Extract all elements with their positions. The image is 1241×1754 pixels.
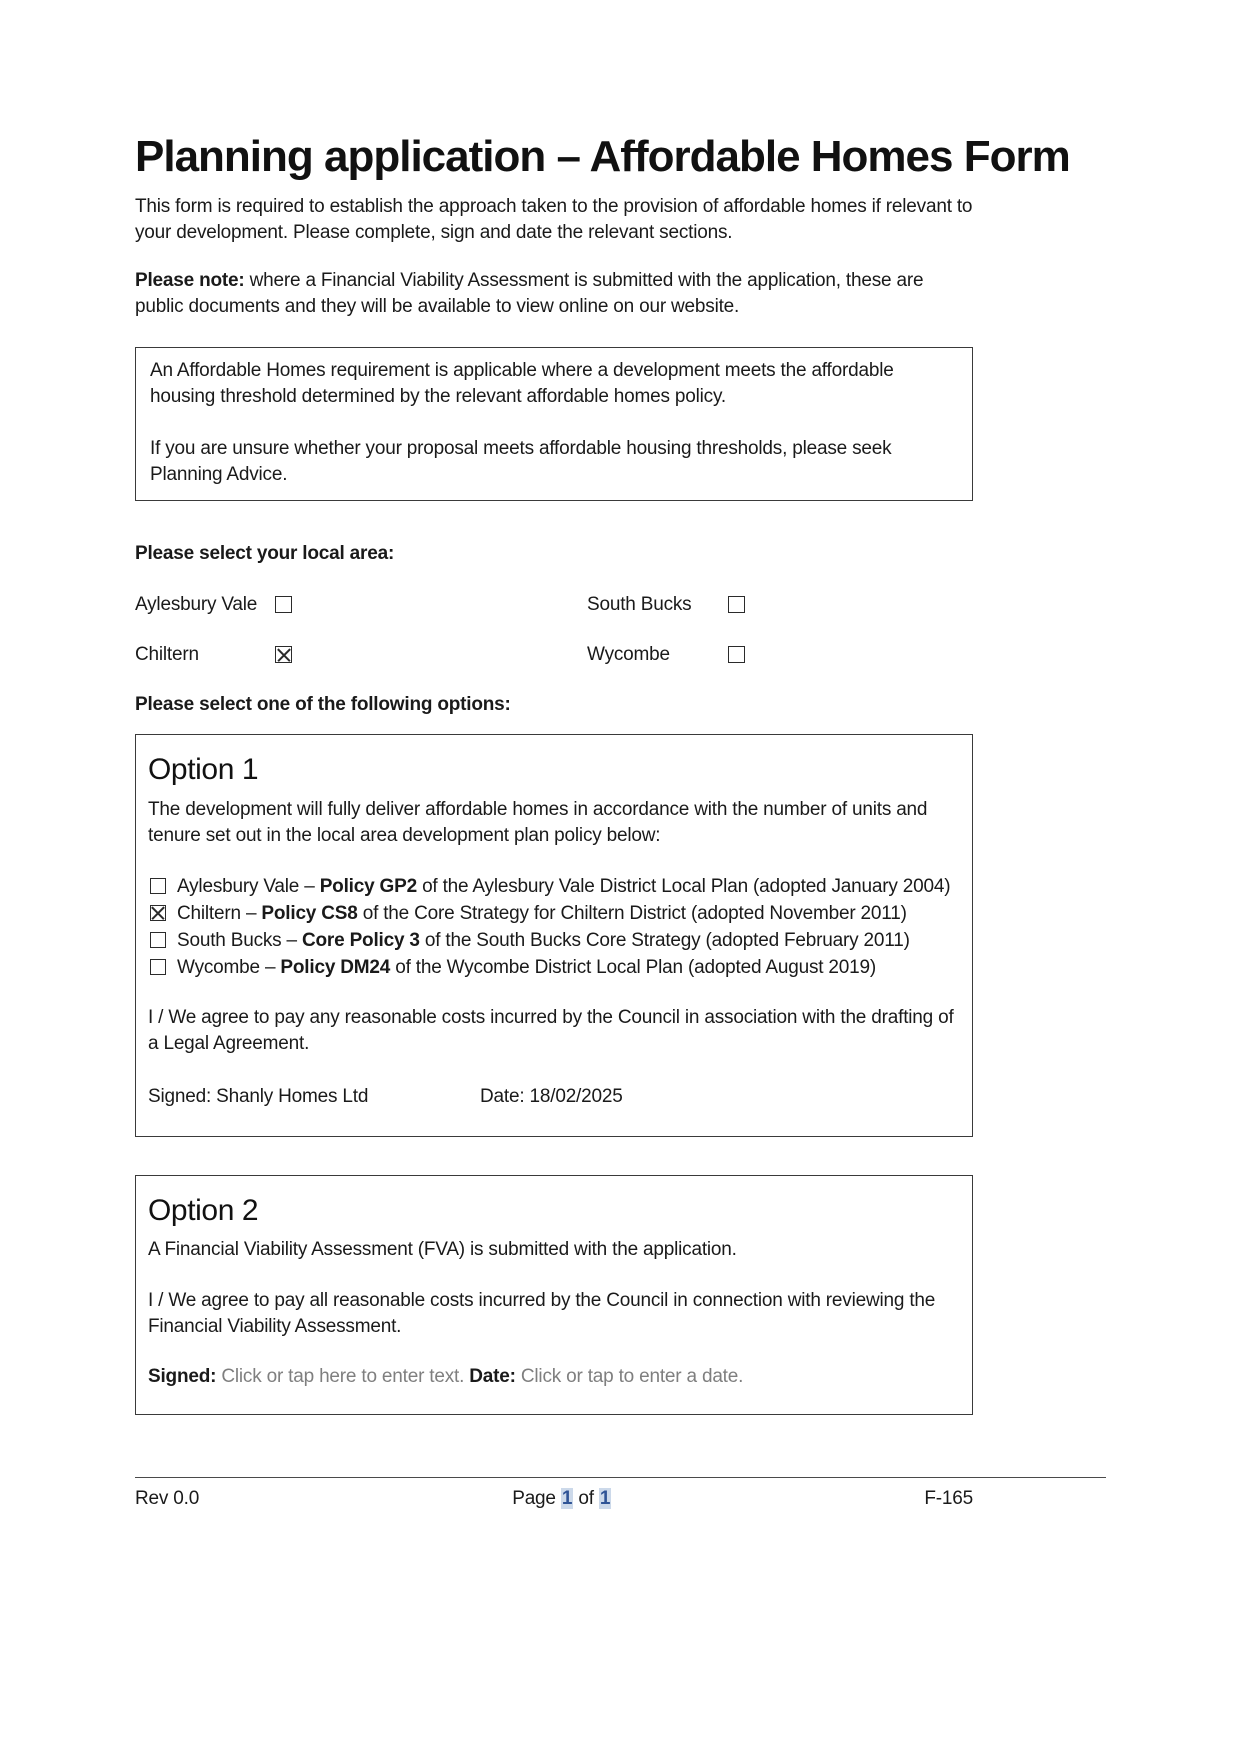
footer-form-code: F-165 [924,1488,973,1509]
policy-name: Core Policy 3 [302,930,420,952]
area-label-wycombe: Wycombe [587,643,670,665]
checkbox-south-bucks[interactable] [728,596,745,613]
checkbox-policy-dm24[interactable] [150,959,166,975]
info-box [135,347,973,502]
area-label-south-bucks: South Bucks [587,593,692,615]
note-label: Please note: [135,270,245,292]
signed-value[interactable]: Shanly Homes Ltd [216,1085,369,1107]
option2-agreement: I / We agree to pay all reasonable costs incurred by the Council in connection with reviewing the Financial Viability Assessment. [148,1289,936,1337]
policy-prefix: South Bucks – [177,930,302,952]
option1-date [480,1084,623,1110]
policy-row-chiltern [150,900,956,927]
page-footer [135,1477,1106,1512]
note-text: where a Financial Viability Assessment is submitted with the application, these are public documents and they will be available to view online on our website. [135,270,924,318]
policy-suffix: of the Wycombe District Local Plan (adopted August 2019) [390,957,877,979]
local-area-heading: Please select your local area: [135,543,395,565]
local-area-options [135,592,973,668]
info-box-paragraph-2: If you are unsure whether your proposal meets affordable housing thresholds, please seek Planning Advice. [150,437,892,486]
policy-row-south-bucks [150,927,956,954]
option2-heading: Option 2 [148,1193,259,1227]
footer-page-number [512,1486,611,1512]
policy-suffix: of the Aylesbury Vale District Local Plan (adopted January 2004) [416,876,951,898]
policy-name: Policy GP2 [319,876,417,898]
options-heading: Please select one of the following options: [135,694,511,716]
option1-intro: The development will fully deliver affordable homes in accordance with the number of units and tenure set out in the local area development plan policy below: [148,798,928,847]
checkbox-policy-cs8[interactable] [150,905,166,921]
footer-rev: Rev 0.0 [135,1488,200,1509]
policy-list [148,873,956,981]
page-number-field: 1 [561,1488,573,1509]
option1-agreement: I / We agree to pay any reasonable costs incurred by the Council in association with the drafting of a Legal Agreement. [148,1007,954,1055]
policy-text-aylesbury-vale [177,873,950,900]
option2-intro: A Financial Viability Assessment (FVA) is submitted with the application. [148,1239,737,1261]
page-of-word: of [573,1488,599,1509]
signed-label: Signed: [148,1366,217,1388]
date-label: Date: [469,1366,516,1388]
option1-heading: Option 1 [148,753,259,787]
option1-signature-row [148,1084,956,1110]
policy-suffix: of the Core Strategy for Chiltern District (adopted November 2011) [357,903,907,925]
policy-text-chiltern [177,900,907,927]
option2-signature-row [148,1364,956,1390]
policy-prefix: Wycombe – [177,957,281,979]
signed-placeholder-field[interactable]: Click or tap here to enter text. [221,1366,465,1388]
policy-row-wycombe [150,954,956,981]
policy-text-south-bucks [177,927,910,954]
date-placeholder-field[interactable]: Click or tap to enter a date. [520,1366,744,1388]
signed-label: Signed: [148,1085,212,1107]
option1-box [135,734,973,1137]
policy-name: Policy DM24 [280,957,391,979]
footer-row [135,1486,973,1512]
area-label-chiltern: Chiltern [135,643,199,665]
option2-box [135,1175,973,1415]
checkbox-aylesbury-vale[interactable] [275,596,292,613]
page-word: Page [512,1488,561,1509]
policy-name: Policy CS8 [261,903,358,925]
policy-row-aylesbury-vale [150,873,956,900]
checkbox-core-policy-3[interactable] [150,932,166,948]
option1-signed [148,1084,480,1110]
page-total-field: 1 [599,1488,611,1509]
policy-prefix: Chiltern – [177,903,262,925]
checkbox-policy-gp2[interactable] [150,878,166,894]
policy-text-wycombe [177,954,876,981]
intro-paragraph: This form is required to establish the approach taken to the provision of affordable homes if relevant to your development. Please complete, sign and date the relevant sections. [135,195,973,243]
policy-prefix: Aylesbury Vale – [177,876,320,898]
checkbox-chiltern[interactable] [275,646,292,663]
info-box-paragraph-1: An Affordable Homes requirement is applicable where a development meets the affordable housing threshold determined by the relevant affordable homes policy. [150,359,894,407]
date-value[interactable]: 18/02/2025 [529,1085,623,1107]
policy-suffix: of the South Bucks Core Strategy (adopted February 2011) [419,930,910,952]
checkbox-wycombe[interactable] [728,646,745,663]
page-title: Planning application – Affordable Homes Form [135,132,1070,181]
note-paragraph [135,268,973,320]
date-label: Date: [480,1085,525,1107]
area-label-aylesbury-vale: Aylesbury Vale [135,593,258,615]
